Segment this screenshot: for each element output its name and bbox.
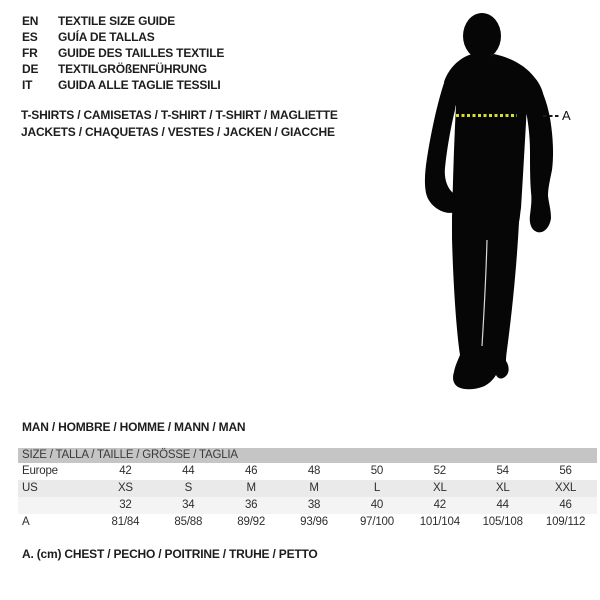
language-row [22,61,224,77]
language-label: GUIDE DES TAILLES TEXTILE [58,46,225,60]
size-cell: 97/100 [359,516,394,528]
chest-measure-line [456,114,517,117]
size-cell: S [184,482,193,494]
size-cell: 109/112 [545,516,586,528]
size-cell: XS [117,482,133,494]
size-cell: XL [495,482,510,494]
size-cell: 85/88 [174,516,203,528]
size-cell: 105/108 [482,516,523,528]
man-silhouette [420,8,580,398]
size-cell: 44 [182,465,195,477]
table-row-chest-cm [18,514,597,531]
language-list [22,13,224,93]
size-cell: 93/96 [300,516,328,528]
size-cell: L [373,482,381,494]
language-label: TEXTILGRÖßENFÜHRUNG [58,62,207,76]
language-code: DE [22,62,39,76]
size-cell: 89/92 [237,516,266,528]
language-code: EN [22,14,39,28]
language-code: IT [22,78,33,92]
table-row-numeric [18,497,597,514]
size-table [18,448,597,531]
size-cell: M [309,482,319,494]
size-cell: 101/104 [419,516,460,528]
head-shape [463,13,501,59]
size-cell: 42 [433,499,447,511]
size-cell: XL [432,482,447,494]
size-cell: 38 [307,499,321,511]
language-label: TEXTILE SIZE GUIDE [58,14,176,28]
category-line-jackets: JACKETS / CHAQUETAS / VESTES / JACKEN / GIACCHE [21,125,335,139]
language-label: GUIDA ALLE TAGLIE TESSILI [58,78,221,92]
row-label: A [22,516,30,528]
section-title-man: MAN / HOMBRE / HOMME / MANN / MAN [22,420,246,434]
row-label [18,497,94,514]
measure-label-a: A [562,108,571,123]
row-label: Europe [22,465,58,477]
size-cell: 46 [244,465,258,477]
size-cell: 56 [559,465,572,477]
size-cell: 81/84 [111,516,140,528]
size-cell: 34 [182,499,195,511]
language-code: ES [22,30,38,44]
measure-extension-line [543,115,560,117]
table-row-europe [18,463,597,480]
size-cell: 42 [119,465,132,477]
category-list [21,107,338,141]
language-label: GUÍA DE TALLAS [58,30,155,44]
language-code: FR [22,46,38,60]
language-row [22,13,224,29]
category-line-tshirts: T-SHIRTS / CAMISETAS / T-SHIRT / T-SHIRT / MAGLIETTE [21,108,338,122]
size-cell: 48 [307,465,321,477]
size-cell: 54 [496,465,509,477]
language-row [22,29,224,45]
size-cell: 32 [119,499,132,511]
size-cell: 46 [559,499,572,511]
size-cell: 50 [370,465,384,477]
language-row [22,77,224,93]
size-cell: 44 [496,499,509,511]
language-row [22,45,224,61]
measure-footnote: A. (cm) CHEST / PECHO / POITRINE / TRUHE / PETTO [22,547,318,561]
size-cell: M [246,482,256,494]
row-label: US [22,482,38,494]
size-cell: 40 [370,499,384,511]
table-row-us [18,480,597,497]
size-cell: 52 [433,465,447,477]
size-cell: XXL [554,482,577,494]
size-cell: 36 [244,499,258,511]
man-figure [420,8,580,398]
size-table-header: SIZE / TALLA / TAILLE / GRÖSSE / TAGLIA [18,448,597,463]
